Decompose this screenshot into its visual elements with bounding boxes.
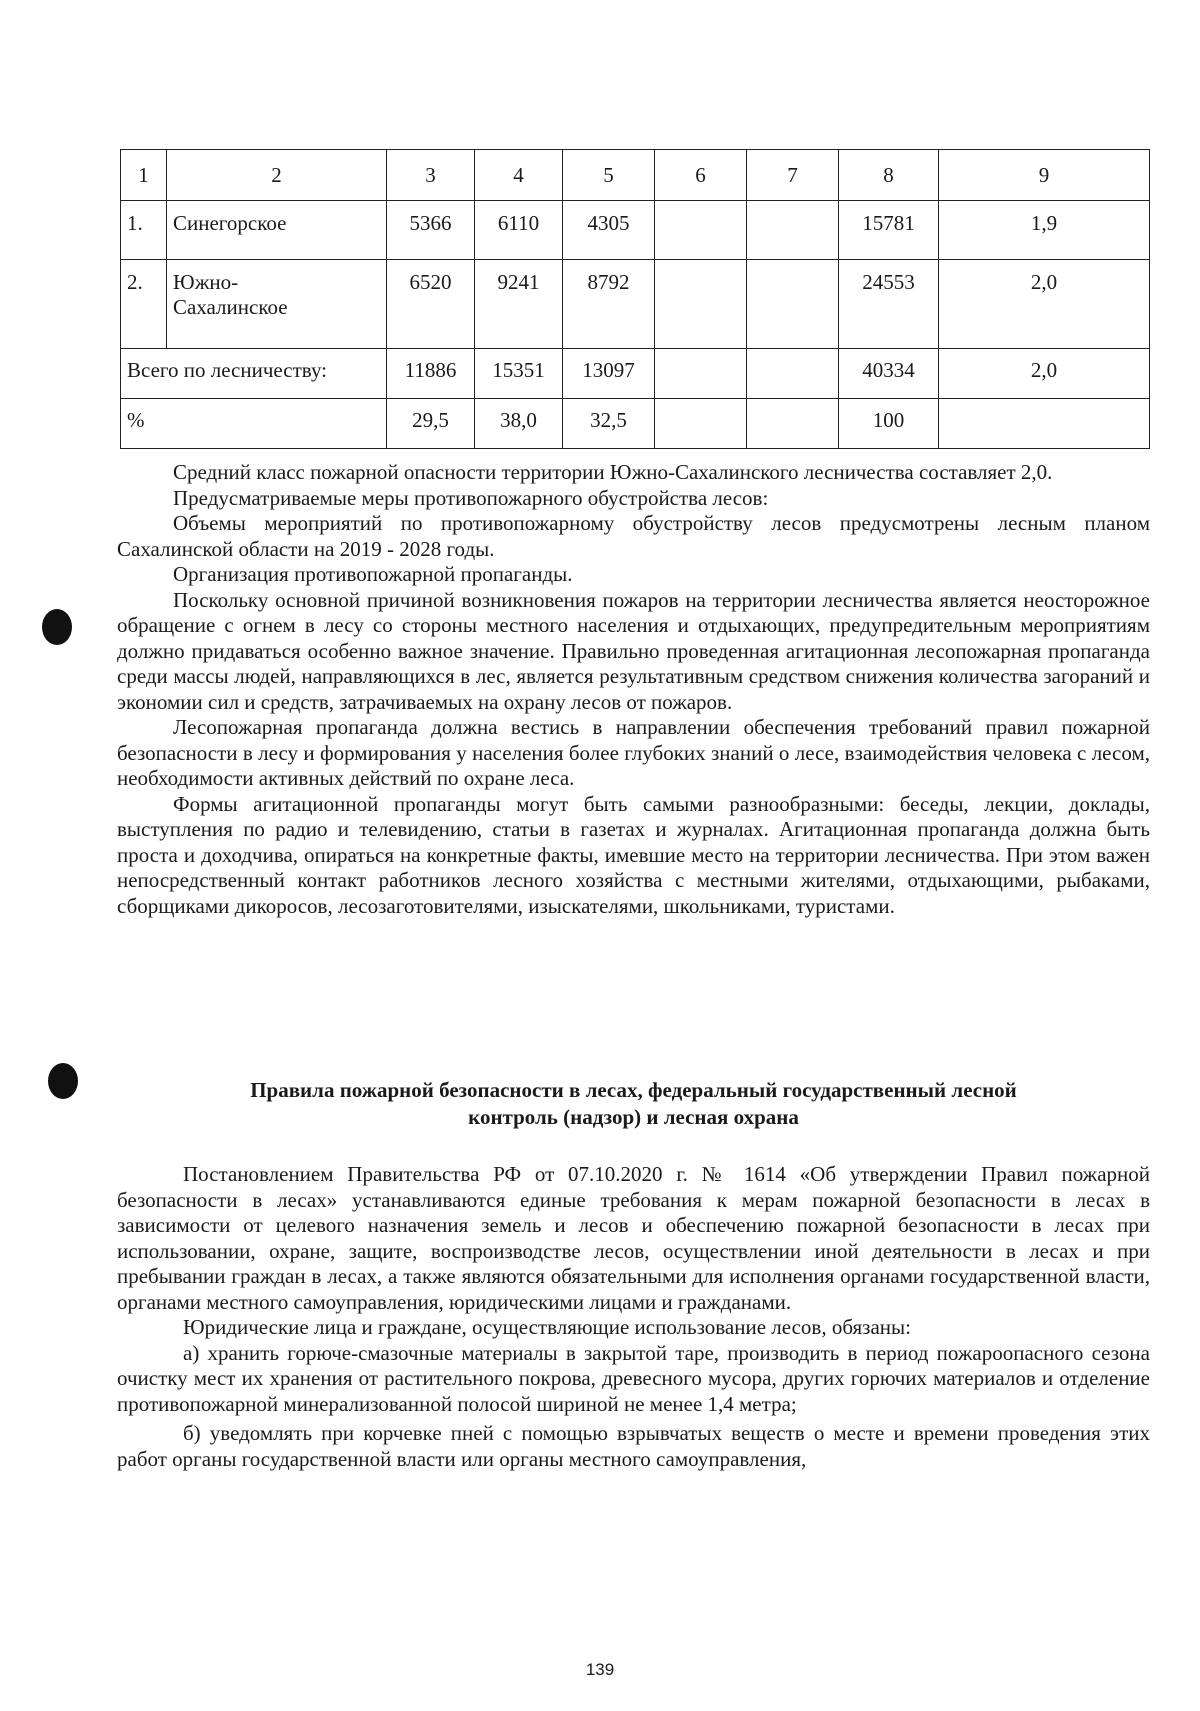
table-cell <box>655 399 747 449</box>
row-number: 1. <box>121 201 167 260</box>
table-cell: 100 <box>839 399 939 449</box>
table-header-cell: 9 <box>939 150 1150 201</box>
table-cell: 8792 <box>563 260 655 349</box>
table-cell: 2,0 <box>939 349 1150 399</box>
table-cell: 11886 <box>387 349 475 399</box>
forestry-name: Синегорское <box>167 201 387 260</box>
heading-line: Правила пожарной безопасности в лесах, федеральный государственный лесной <box>250 1078 1017 1102</box>
table-cell: 13097 <box>563 349 655 399</box>
table-header-cell: 4 <box>475 150 563 201</box>
paragraph: Средний класс пожарной опасности территории Южно-Сахалинского лесничества составляет 2,0. <box>173 460 1053 484</box>
row-number: 2. <box>121 260 167 349</box>
body-text-top <box>117 460 1150 919</box>
table-row <box>121 260 1150 349</box>
table-cell: 9241 <box>475 260 563 349</box>
table-cell <box>655 201 747 260</box>
table-header-cell: 7 <box>747 150 839 201</box>
paragraph: Организация противопожарной пропаганды. <box>173 562 573 586</box>
table-cell: 1,9 <box>939 201 1150 260</box>
paragraph: б) уведомлять при корчевке пней с помощью взрывчатых веществ о месте и времени проведения этих работ органы государственной власти или органы местного самоуправления, <box>117 1421 1150 1471</box>
table-cell: 6520 <box>387 260 475 349</box>
table-cell <box>747 201 839 260</box>
table-cell: 2,0 <box>939 260 1150 349</box>
forestry-name: Южно-Сахалинское <box>167 260 387 349</box>
table-cell: 29,5 <box>387 399 475 449</box>
table-cell: 6110 <box>475 201 563 260</box>
paragraph: а) хранить горюче-смазочные материалы в закрытой таре, производить в период пожароопасного сезона очистку мест их хранения от растительного покрова, древесного мусора, других горючих материалов и отделение противопожарной минерализованной полосой шириной не менее 1,4 метра; <box>117 1340 1150 1416</box>
paragraph: Предусматриваемые меры противопожарного обустройства лесов: <box>173 485 769 510</box>
percent-label: % <box>121 399 387 449</box>
page-number: 139 <box>585 1660 615 1679</box>
table-header-cell: 2 <box>167 150 387 201</box>
table-total-row <box>121 349 1150 399</box>
table-cell: 4305 <box>563 201 655 260</box>
table-header-row <box>121 150 1150 201</box>
table-header-cell: 3 <box>387 150 475 201</box>
table-header-cell: 8 <box>839 150 939 201</box>
table-cell: 38,0 <box>475 399 563 449</box>
punch-hole <box>42 609 72 645</box>
table-header-cell: 1 <box>121 150 167 201</box>
table-header-cell: 6 <box>655 150 747 201</box>
table-cell: 40334 <box>839 349 939 399</box>
table-cell: 32,5 <box>563 399 655 449</box>
paragraph: Юридические лица и граждане, осуществляющие использование лесов, обязаны: <box>183 1315 911 1339</box>
table-cell <box>747 399 839 449</box>
paragraph: Поскольку основной причиной возникновения пожаров на территории лесничества является неосторожное обращение с огнем в лесу со стороны местного населения и отдыхающих, предупредительным мероприятиям должно придаваться особенно важное значение. Правильно проведенная агитационная лесопожарная пропаганда среди массы людей, направляющихся в лес, является результативным средством снижения количества загораний и экономии сил и средств, затрачиваемых на охрану лесов от пожаров. <box>117 587 1150 714</box>
table-cell: 24553 <box>839 260 939 349</box>
fire-class-table <box>120 149 1150 449</box>
table-percent-row <box>121 399 1150 449</box>
table-cell: 15351 <box>475 349 563 399</box>
table-row <box>121 201 1150 260</box>
heading-line: контроль (надзор) и лесная охрана <box>468 1105 799 1129</box>
punch-hole <box>48 1063 78 1099</box>
section-heading <box>117 1077 1150 1131</box>
table-cell <box>747 349 839 399</box>
table-cell <box>655 260 747 349</box>
table-header-cell: 5 <box>563 150 655 201</box>
paragraph: Постановлением Правительства РФ от 07.10.2020 г. № 1614 «Об утверждении Правил пожарной безопасности в лесах» устанавливаются единые требования к мерам пожарной безопасности в лесах в зависимости от целевого назначения земель и лесов и обеспечению пожарной безопасности в лесах при использовании, охране, защите, воспроизводстве лесов, осуществлении иной деятельности в лесах и при пребывании граждан в лесах, а также являются обязательными для исполнения органами государственной власти, органами местного самоуправления, юридическими лицами и гражданами. <box>117 1162 1150 1314</box>
paragraph: Объемы мероприятий по противопожарному обустройству лесов предусмотрены лесным планом Сахалинской области на 2019 - 2028 годы. <box>117 511 1150 561</box>
table-cell: 15781 <box>839 201 939 260</box>
table-cell: 5366 <box>387 201 475 260</box>
table-cell <box>655 349 747 399</box>
table-cell <box>939 399 1150 449</box>
paragraph: Формы агитационной пропаганды могут быть самыми разнообразными: беседы, лекции, доклады, выступления по радио и телевидению, статьи в газетах и журналах. Агитационная пропаганда должна быть проста и доходчива, опираться на конкретные факты, имевшие место на территории лесничества. При этом важен непосредственный контакт работников лесного хозяйства с местными жителями, отдыхающими, рыбаками, сборщиками дикоросов, лесозаготовителями, изыскателями, школьниками, туристами. <box>117 791 1150 918</box>
total-label: Всего по лесничеству: <box>121 349 387 399</box>
table-cell <box>747 260 839 349</box>
body-text-bottom <box>117 1162 1150 1472</box>
paragraph: Лесопожарная пропаганда должна вестись в направлении обеспечения требований правил пожарной безопасности в лесу и формирования у населения более глубоких знаний о лесе, взаимодействия человека с лесом, необходимости активных действий по охране леса. <box>117 715 1150 790</box>
